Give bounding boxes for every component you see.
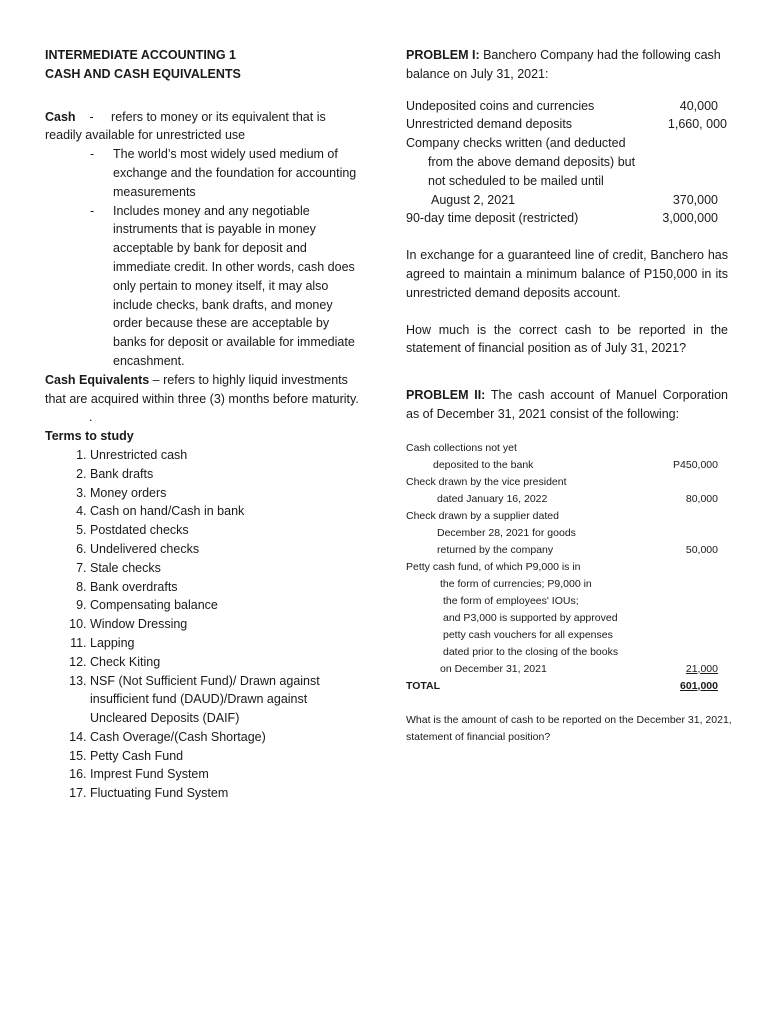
bullet-item: - Includes money and any negotiable instruments that is payable in money acceptable by bank for deposit and immediate credit. In other words, cash does only pertain to money itself, it may also include checks, bank drafts, and money order because these are acceptable by banks for deposit or available for immediate encashment. (90, 202, 365, 371)
row-label: and P3,000 is supported by approved (443, 611, 618, 624)
row-label: on December 31, 2021 (440, 662, 547, 675)
term-item: 15. Petty Cash Fund (90, 747, 365, 766)
problem2-intro-text: The cash account of Manuel Corporation as of December 31, 2021 consist of the following: (406, 388, 728, 421)
row-label: Check drawn by a supplier dated (406, 509, 559, 522)
total-label: TOTAL (406, 679, 441, 692)
stray-dot: . (89, 410, 93, 425)
ce-term: Cash Equivalents (45, 372, 150, 387)
problem2-items (406, 440, 728, 695)
term-item: 16. Imprest Fund System (90, 765, 365, 784)
bullet-item: - The world’s most widely used medium of exchange and the foundation for accounting measurements (90, 145, 365, 201)
problem2-row (406, 457, 718, 474)
row-label: dated January 16, 2022 (437, 492, 548, 505)
terms-list (45, 446, 365, 803)
problem2-row (406, 491, 718, 508)
row-amount: 3,000,000 (662, 211, 718, 226)
problem1-row (406, 97, 718, 116)
row-label: dated prior to the closing of the books (443, 645, 619, 658)
row-amount: 21,000 (685, 662, 718, 675)
row-amount: 1,660, 000 (667, 117, 727, 132)
term-item: 2. Bank drafts (90, 465, 365, 484)
problem2-question: What is the amount of cash to be reported on the December 31, 2021, statement of financial position? (406, 713, 732, 743)
total-amount: 601,000 (680, 679, 718, 692)
cash-equivalents-definition (45, 371, 365, 409)
row-label: the form of currencies; P9,000 in (440, 577, 592, 590)
cash-term: Cash (45, 109, 76, 124)
cash-def-text: refers to money or its equivalent that is readily available for unrestricted use (45, 109, 326, 143)
term-item: 5. Postdated checks (90, 521, 365, 540)
course-title: INTERMEDIATE ACCOUNTING 1 (45, 48, 236, 62)
term-item: 4. Cash on hand/Cash in bank (90, 502, 365, 521)
term-item: 1. Unrestricted cash (90, 446, 365, 465)
term-item: 3. Money orders (90, 484, 365, 503)
term-item: 12. Check Kiting (90, 653, 365, 672)
row-label: Petty cash fund, of which P9,000 is in (406, 560, 581, 573)
row-label: deposited to the bank (433, 458, 534, 471)
row-label: Company checks written (and deducted (406, 136, 626, 151)
term-item: 14. Cash Overage/(Cash Shortage) (90, 728, 365, 747)
row-amount: 80,000 (685, 492, 718, 505)
row-amount: 40,000 (679, 98, 718, 113)
problem2-row (406, 661, 718, 678)
cash-dash: - (89, 109, 94, 124)
row-label: December 28, 2021 for goods (437, 526, 576, 539)
right-column (406, 46, 732, 746)
term-item: 17. Fluctuating Fund System (90, 784, 365, 803)
term-item: 13. NSF (Not Sufficient Fund)/ Drawn against insufficient fund (DAUD)/Drawn against Uncleared Deposits (DAIF) (90, 672, 365, 728)
problem1-row (406, 191, 718, 210)
problem1-paragraph: In exchange for a guaranteed line of credit, Banchero has agreed to maintain a minimum balance of P150,000 in its unrestricted demand deposits account. (406, 248, 728, 300)
term-item: 11. Lapping (90, 634, 365, 653)
row-amount: P450,000 (673, 458, 718, 471)
term-item: 8. Bank overdrafts (90, 578, 365, 597)
row-label: Unrestricted demand deposits (406, 117, 573, 132)
cash-definition (45, 108, 365, 146)
term-item: 10. Window Dressing (90, 615, 365, 634)
row-amount: 370,000 (672, 192, 718, 207)
row-label: Cash collections not yet (406, 441, 517, 454)
problem2-row (406, 542, 718, 559)
problem2-intro (406, 386, 728, 424)
row-label: Undeposited coins and currencies (406, 98, 595, 113)
row-label: 90-day time deposit (restricted) (406, 211, 579, 226)
problem2-label: PROBLEM II: (406, 388, 486, 403)
left-column (45, 46, 365, 803)
problem1-intro (406, 46, 728, 84)
row-label: Check drawn by the vice president (406, 475, 567, 488)
row-label: petty cash vouchers for all expenses (443, 628, 613, 641)
cash-bullets (45, 145, 365, 371)
problem2-total-row (406, 678, 718, 695)
topic-title: CASH AND CASH EQUIVALENTS (45, 66, 241, 81)
row-label: from the above demand deposits) but (428, 154, 636, 169)
problem1-row (406, 115, 727, 134)
term-item: 6. Undelivered checks (90, 540, 365, 559)
ce-def-text: – refers to highly liquid investments that are acquired within three (3) months before maturity. (45, 372, 359, 406)
row-label: returned by the company (437, 543, 554, 556)
row-label: the form of employees' IOUs; (443, 594, 579, 607)
row-amount: 50,000 (685, 543, 718, 556)
row-label: August 2, 2021 (431, 192, 516, 207)
problem1-label: PROBLEM I: (406, 48, 480, 62)
term-item: 7. Stale checks (90, 559, 365, 578)
problem1-intro-text: Banchero Company had the following cash balance on July 31, 2021: (406, 48, 721, 81)
terms-heading: Terms to study (45, 429, 134, 444)
row-label: not scheduled to be mailed until (428, 173, 604, 188)
problem1-items (406, 97, 728, 229)
term-item: 9. Compensating balance (90, 596, 365, 615)
problem1-row (406, 209, 718, 228)
problem1-question: How much is the correct cash to be reported in the statement of financial position as of July 31, 2021? (406, 322, 728, 356)
